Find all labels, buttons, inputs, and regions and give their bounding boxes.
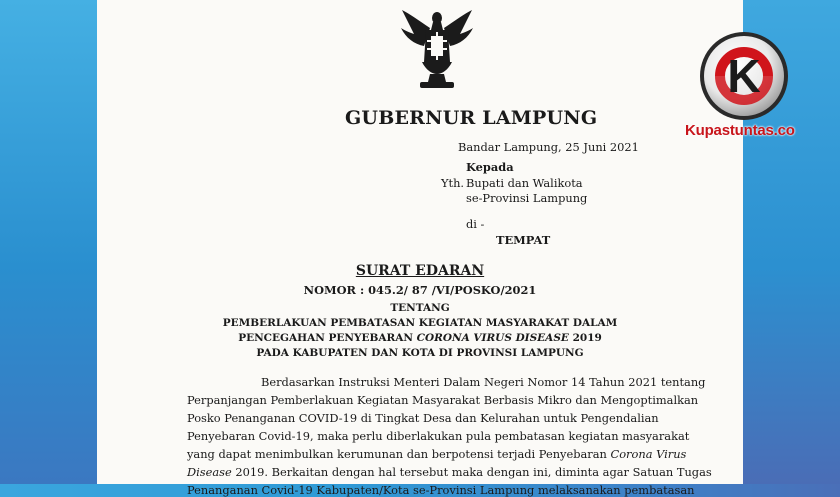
brand-text: Kupastuntas.co: [685, 122, 795, 139]
garuda-emblem-icon: [400, 8, 474, 90]
document-page: [97, 0, 743, 497]
body-line-1: Berdasarkan Instruksi Menteri Dalam Negeri Nomor 14 Tahun 2021 tentang: [261, 375, 706, 389]
recipient-line-1: Bupati dan Walikota: [466, 176, 583, 190]
subject-line-2-part-c: 2019: [568, 332, 602, 344]
subject-line-2-part-a: PENCEGAHAN PENYEBARAN: [238, 332, 417, 344]
subject-line-2-italic: CORONA VIRUS DISEASE: [416, 332, 569, 344]
subject-line-3: PADA KABUPATEN DAN KOTA DI PROVINSI LAMPUNG: [256, 347, 584, 359]
subject-line-1: PEMBERLAKUAN PEMBATASAN KEGIATAN MASYARAKAT DALAM: [222, 317, 618, 329]
place-date: Bandar Lampung, 25 Juni 2021: [458, 140, 639, 154]
kepada-label: Kepada: [466, 160, 514, 174]
body-line-5-italic: Corona Virus: [610, 447, 687, 461]
recipient-line-2: se-Provinsi Lampung: [466, 191, 588, 205]
kupastuntas-logo-icon: [698, 30, 790, 122]
tentang-label: TENTANG: [390, 302, 450, 314]
yth-label: Yth.: [441, 176, 465, 190]
letter-number: NOMOR : 045.2/ 87 /VI/POSKO/2021: [303, 283, 537, 297]
body-line-6-italic: Disease: [187, 465, 232, 479]
body-line-7: Penanganan Covid-19 Kabupaten/Kota se-Provinsi Lampung melaksanakan pembatasan: [187, 483, 695, 497]
tempat-label: TEMPAT: [496, 233, 551, 247]
body-line-6: [187, 465, 712, 479]
di-label: di -: [466, 217, 485, 231]
body-line-4: Penyebaran Covid-19, maka perlu diberlakukan pula pembatasan kegiatan masyarakat: [187, 429, 690, 443]
logo-letter: K: [727, 50, 761, 102]
letter-title: SURAT EDARAN: [355, 263, 485, 279]
body-line-3: Posko Penanganan COVID-19 di Tingkat Desa dan Kelurahan untuk Pengendalian: [187, 411, 659, 425]
background-left: [0, 0, 97, 484]
body-line-5: [187, 447, 686, 461]
body-line-5-part-a: yang dapat menimbulkan kerumunan dan berpotensi terjadi Penyebaran: [187, 447, 611, 461]
government-header: GUBERNUR LAMPUNG: [345, 107, 598, 129]
subject-line-2: [97, 332, 743, 344]
body-line-6-part-b: 2019. Berkaitan dengan hal tersebut maka dengan ini, diminta agar Satuan Tugas: [231, 465, 712, 479]
body-line-2: Perpanjangan Pemberlakuan Kegiatan Masyarakat Berbasis Mikro dan Mengoptimalkan: [187, 393, 699, 407]
